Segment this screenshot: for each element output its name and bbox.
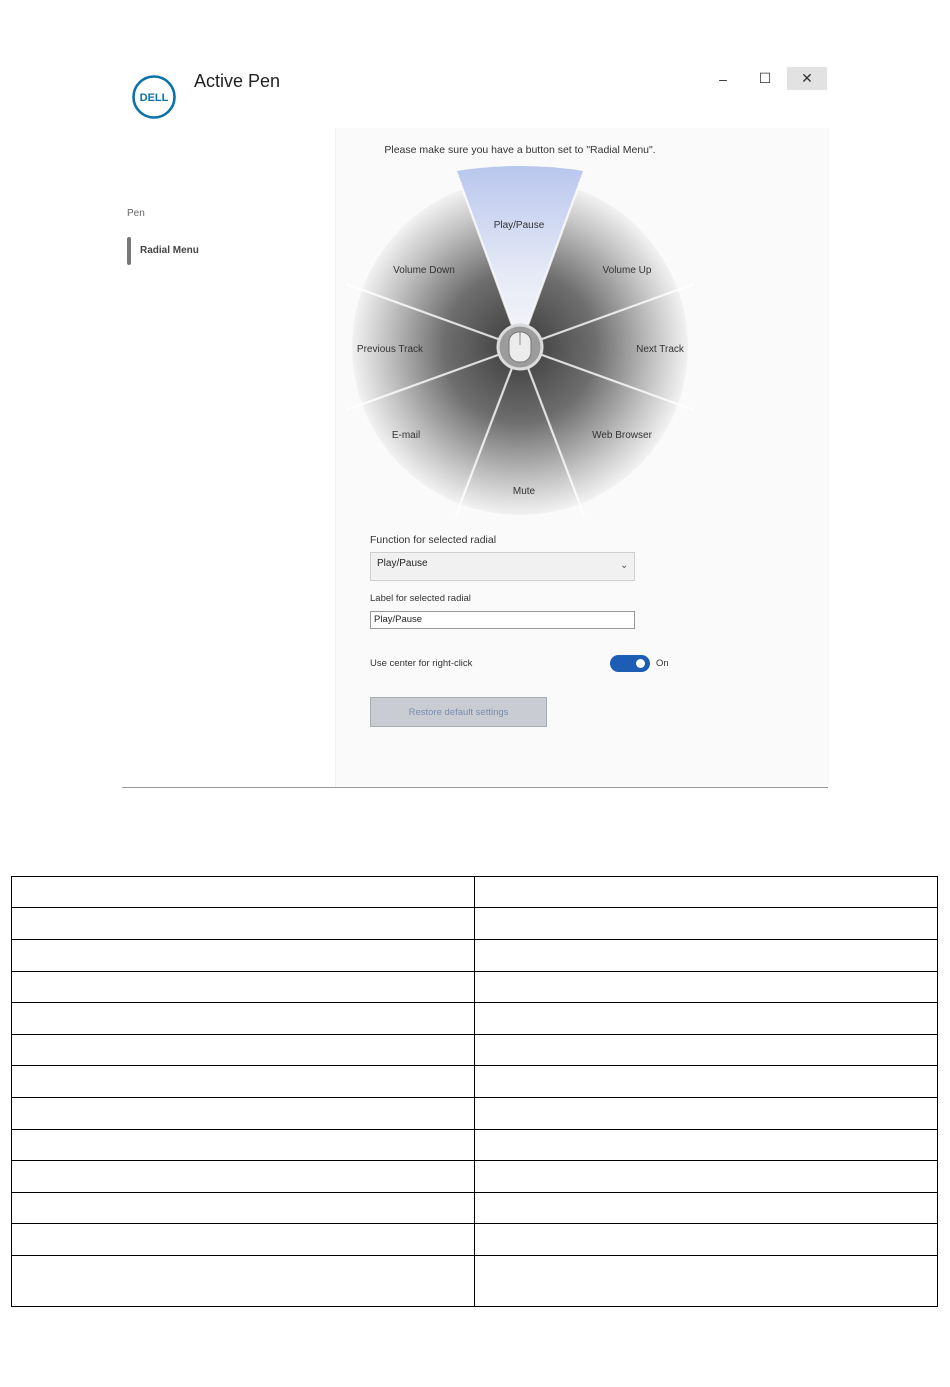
- table-cell: [12, 972, 475, 1003]
- table-cell: [12, 1224, 475, 1256]
- table-cell: [475, 940, 938, 972]
- right-click-toggle-label: Use center for right-click: [370, 658, 473, 669]
- instruction-text: Please make sure you have a button set to "Radial Menu".: [384, 144, 656, 156]
- table-cell: [475, 1098, 938, 1130]
- minimize-button[interactable]: [703, 67, 743, 90]
- table-cell: [12, 877, 475, 908]
- table-cell: [475, 1161, 938, 1193]
- radial-label-previous-track[interactable]: Previous Track: [356, 344, 424, 355]
- table-cell: [475, 972, 938, 1003]
- table-cell: [475, 1130, 938, 1161]
- sidebar-item-radial-menu[interactable]: Radial Menu: [140, 245, 199, 256]
- table-row: [12, 1161, 938, 1193]
- table-cell: [12, 908, 475, 940]
- logo-text: DELL: [139, 92, 169, 104]
- function-select-value: Play/Pause: [377, 558, 428, 569]
- table-row: [12, 1193, 938, 1224]
- sidebar-section-label: Pen: [127, 208, 145, 219]
- table-cell: [475, 1224, 938, 1256]
- close-button[interactable]: [787, 67, 827, 90]
- table-cell: [12, 1066, 475, 1098]
- label-field-label: Label for selected radial: [370, 593, 471, 604]
- radial-label-mute[interactable]: Mute: [512, 486, 536, 497]
- radial-label-next-track[interactable]: Next Track: [636, 344, 684, 355]
- table-cell: [475, 1003, 938, 1035]
- radial-label-volume-up[interactable]: Volume Up: [602, 265, 652, 276]
- chevron-down-icon: ⌄: [620, 560, 629, 571]
- table-cell: [475, 1066, 938, 1098]
- table-cell: [475, 1193, 938, 1224]
- radial-label-email[interactable]: E-mail: [391, 430, 421, 441]
- table-row: [12, 1224, 938, 1256]
- table-cell: [475, 1256, 938, 1307]
- table-row: [12, 908, 938, 940]
- radial-label-volume-down[interactable]: Volume Down: [393, 265, 455, 276]
- table-cell: [475, 1035, 938, 1066]
- radial-label-play-pause[interactable]: Play/Pause: [493, 220, 545, 231]
- maximize-icon: ☐: [758, 70, 772, 86]
- function-select[interactable]: [370, 552, 635, 581]
- table-cell: [12, 1003, 475, 1035]
- table-cell: [475, 877, 938, 908]
- function-field-label: Function for selected radial: [370, 534, 497, 546]
- toggle-state-text: On: [656, 658, 669, 669]
- maximize-button[interactable]: [745, 67, 785, 90]
- table-row: [12, 1098, 938, 1130]
- table-row: [12, 940, 938, 972]
- window-bottom-border: [122, 787, 828, 788]
- minimize-icon: –: [719, 70, 727, 87]
- table-cell: [12, 1193, 475, 1224]
- table-row: [12, 1066, 938, 1098]
- selection-indicator: [127, 237, 131, 265]
- table-cell: [12, 1256, 475, 1307]
- table-row: [12, 1003, 938, 1035]
- table-cell: [12, 1035, 475, 1066]
- table-row: [12, 1035, 938, 1066]
- table-cell: [12, 940, 475, 972]
- table-row: [12, 1256, 938, 1307]
- radial-menu: [345, 165, 695, 520]
- table-cell: [12, 1161, 475, 1193]
- toggle-knob: [636, 659, 645, 668]
- dell-logo: [131, 74, 177, 120]
- table-row: [12, 1130, 938, 1161]
- table-cell: [12, 1130, 475, 1161]
- restore-defaults-label: Restore default settings: [408, 706, 509, 718]
- table-cell: [475, 908, 938, 940]
- table-row: [12, 972, 938, 1003]
- table-cell: [12, 1098, 475, 1130]
- table-row: [12, 877, 938, 908]
- label-input[interactable]: Play/Pause: [370, 611, 635, 629]
- close-icon: ✕: [801, 70, 813, 86]
- window-title: Active Pen: [194, 71, 281, 91]
- radial-label-web-browser[interactable]: Web Browser: [592, 430, 652, 441]
- restore-defaults-button[interactable]: [370, 697, 547, 727]
- empty-table: [11, 876, 938, 1307]
